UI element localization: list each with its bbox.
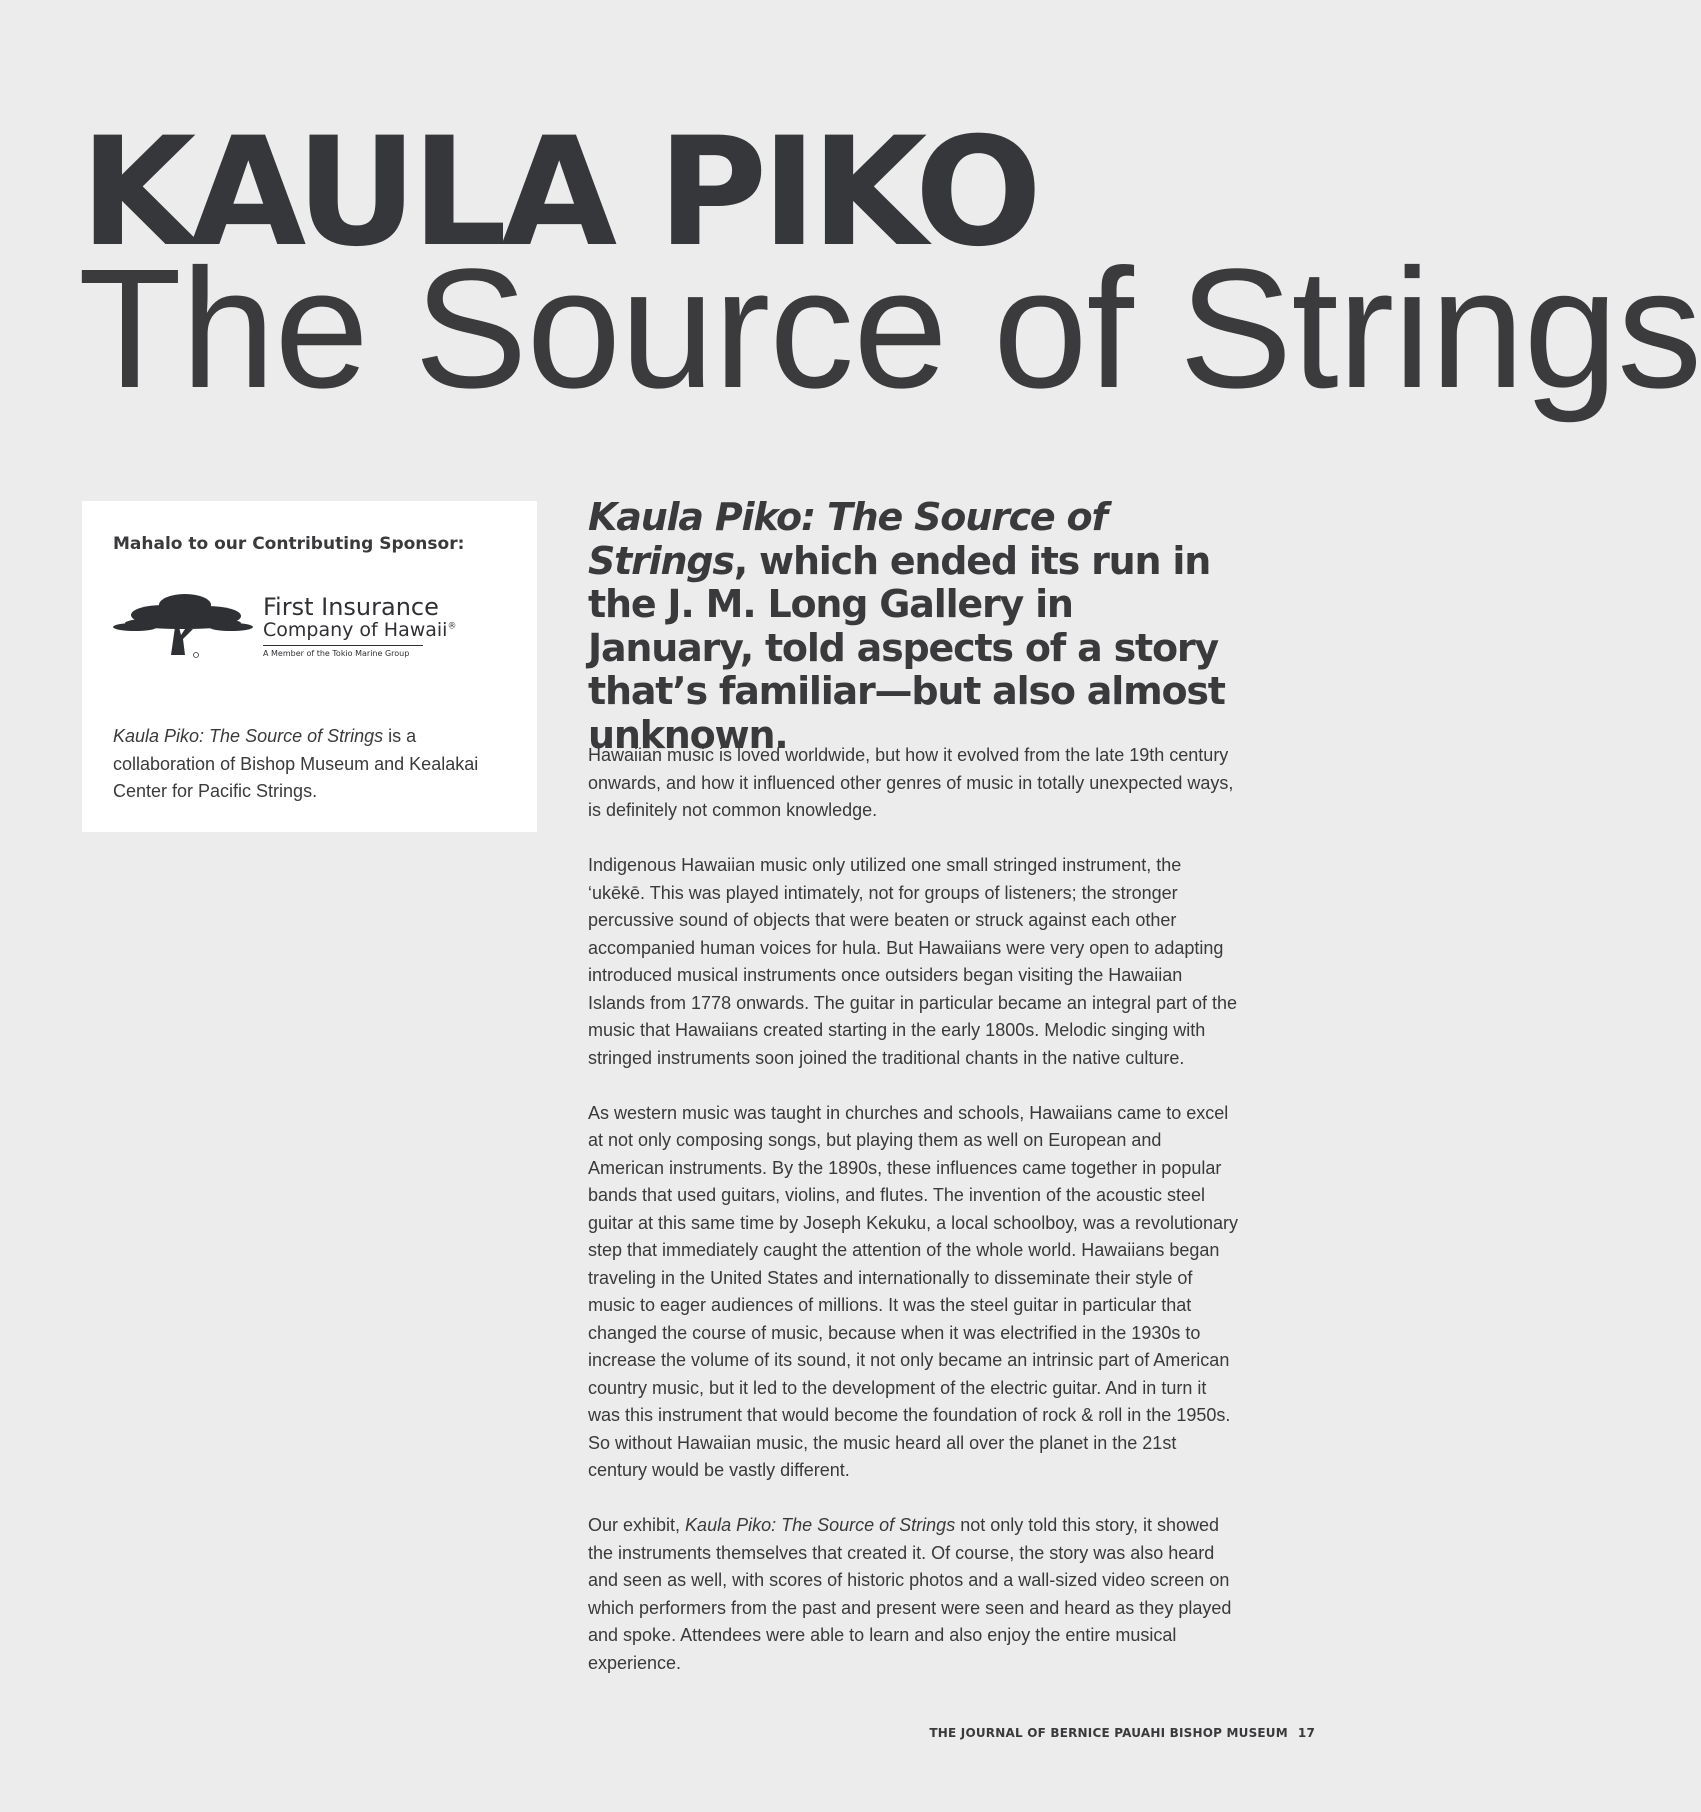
sponsor-caption bbox=[113, 723, 508, 806]
page-subtitle: The Source of Strings bbox=[78, 234, 1701, 424]
logo-member-line: A Member of the Tokio Marine Group bbox=[263, 649, 410, 658]
page-number: 17 bbox=[1297, 1726, 1315, 1740]
sponsor-box bbox=[82, 501, 537, 832]
page-footer bbox=[929, 1726, 1315, 1740]
lede-text: , which ended its run in the J. M. Long Gallery in January, told aspects of a story that’s familiar—but also almost unknown. bbox=[588, 538, 1225, 757]
article-lede bbox=[588, 496, 1248, 757]
page-title: KAULA PIKO bbox=[80, 106, 1037, 280]
article-paragraph: As western music was taught in churches and schools, Hawaiians came to excel at not only composing songs, but playing them as well on European and American instruments. By the 1890s, these influences came together in popular bands that used guitars, violins, and flutes. The invention of the acoustic steel guitar at this same time by Joseph Kekuku, a local schoolboy, was a revolutionary step that immediately caught the attention of the whole world. Hawaiians began traveling in the United States and internationally to disseminate their style of music to eager audiences of millions. It was the steel guitar in particular that changed the course of music, because when it was electrified in the 1930s to increase the volume of its sound, it not only became an intrinsic part of American country music, but it led to the development of the electric guitar. And in turn it was this instrument that would become the foundation of rock & roll in the 1950s. So without Hawaiian music, the music heard all over the planet in the 21st century would be vastly different. bbox=[588, 1102, 1238, 1480]
journal-name: THE JOURNAL OF BERNICE PAUAHI BISHOP MUSEUM bbox=[929, 1726, 1288, 1740]
sponsor-caption-title: Kaula Piko: The Source of Strings bbox=[113, 726, 384, 746]
article-paragraph-last: Our exhibit, Kaula Piko: The Source of Strings not only told this story, it showed the instruments themselves that created it. Of course, the story was also heard and seen as well, with scores of historic photos and a wall-sized video screen on which performers from the past and present were seen and heard as they played and spoke. Attendees were able to learn and also enjoy the entire musical experience. bbox=[588, 1515, 1232, 1673]
article-paragraph: Indigenous Hawaiian music only utilized one small stringed instrument, the ‘ukēkē. This was played intimately, not for groups of listeners; the stronger percussive sound of objects that were beaten or struck against each other accompanied human voices for hula. But Hawaiians were very open to adapting introduced musical instruments once outsiders began visiting the Hawaiian Islands from 1778 onwards. The guitar in particular became an integral part of the music that Hawaiians created starting in the early 1800s. Melodic singing with stringed instruments soon joined the traditional chants in the native culture. bbox=[588, 855, 1238, 1068]
sponsor-heading: Mahalo to our Contributing Sponsor: bbox=[113, 534, 465, 554]
registered-mark: ® bbox=[447, 621, 457, 632]
article-body bbox=[588, 742, 1238, 1677]
article-paragraph: Hawaiian music is loved worldwide, but how it evolved from the late 19th century onwards, and how it influenced other genres of music in totally unexpected ways, is definitely not common knowledge. bbox=[588, 745, 1234, 820]
exhibit-title: Kaula Piko: The Source of Strings bbox=[685, 1515, 956, 1535]
logo-name-line1: First Insurance bbox=[263, 593, 439, 621]
sponsor-caption-text: is a collaboration of Bishop Museum and Kealakai Center for Pacific Strings. bbox=[113, 726, 479, 801]
tree-logo-icon bbox=[113, 589, 253, 661]
sponsor-logo bbox=[113, 589, 457, 669]
logo-name-line2: Company of Hawaii® bbox=[263, 619, 457, 641]
lede-title: Kaula Piko: The Source of Strings bbox=[588, 495, 1107, 583]
logo-divider bbox=[263, 645, 423, 646]
